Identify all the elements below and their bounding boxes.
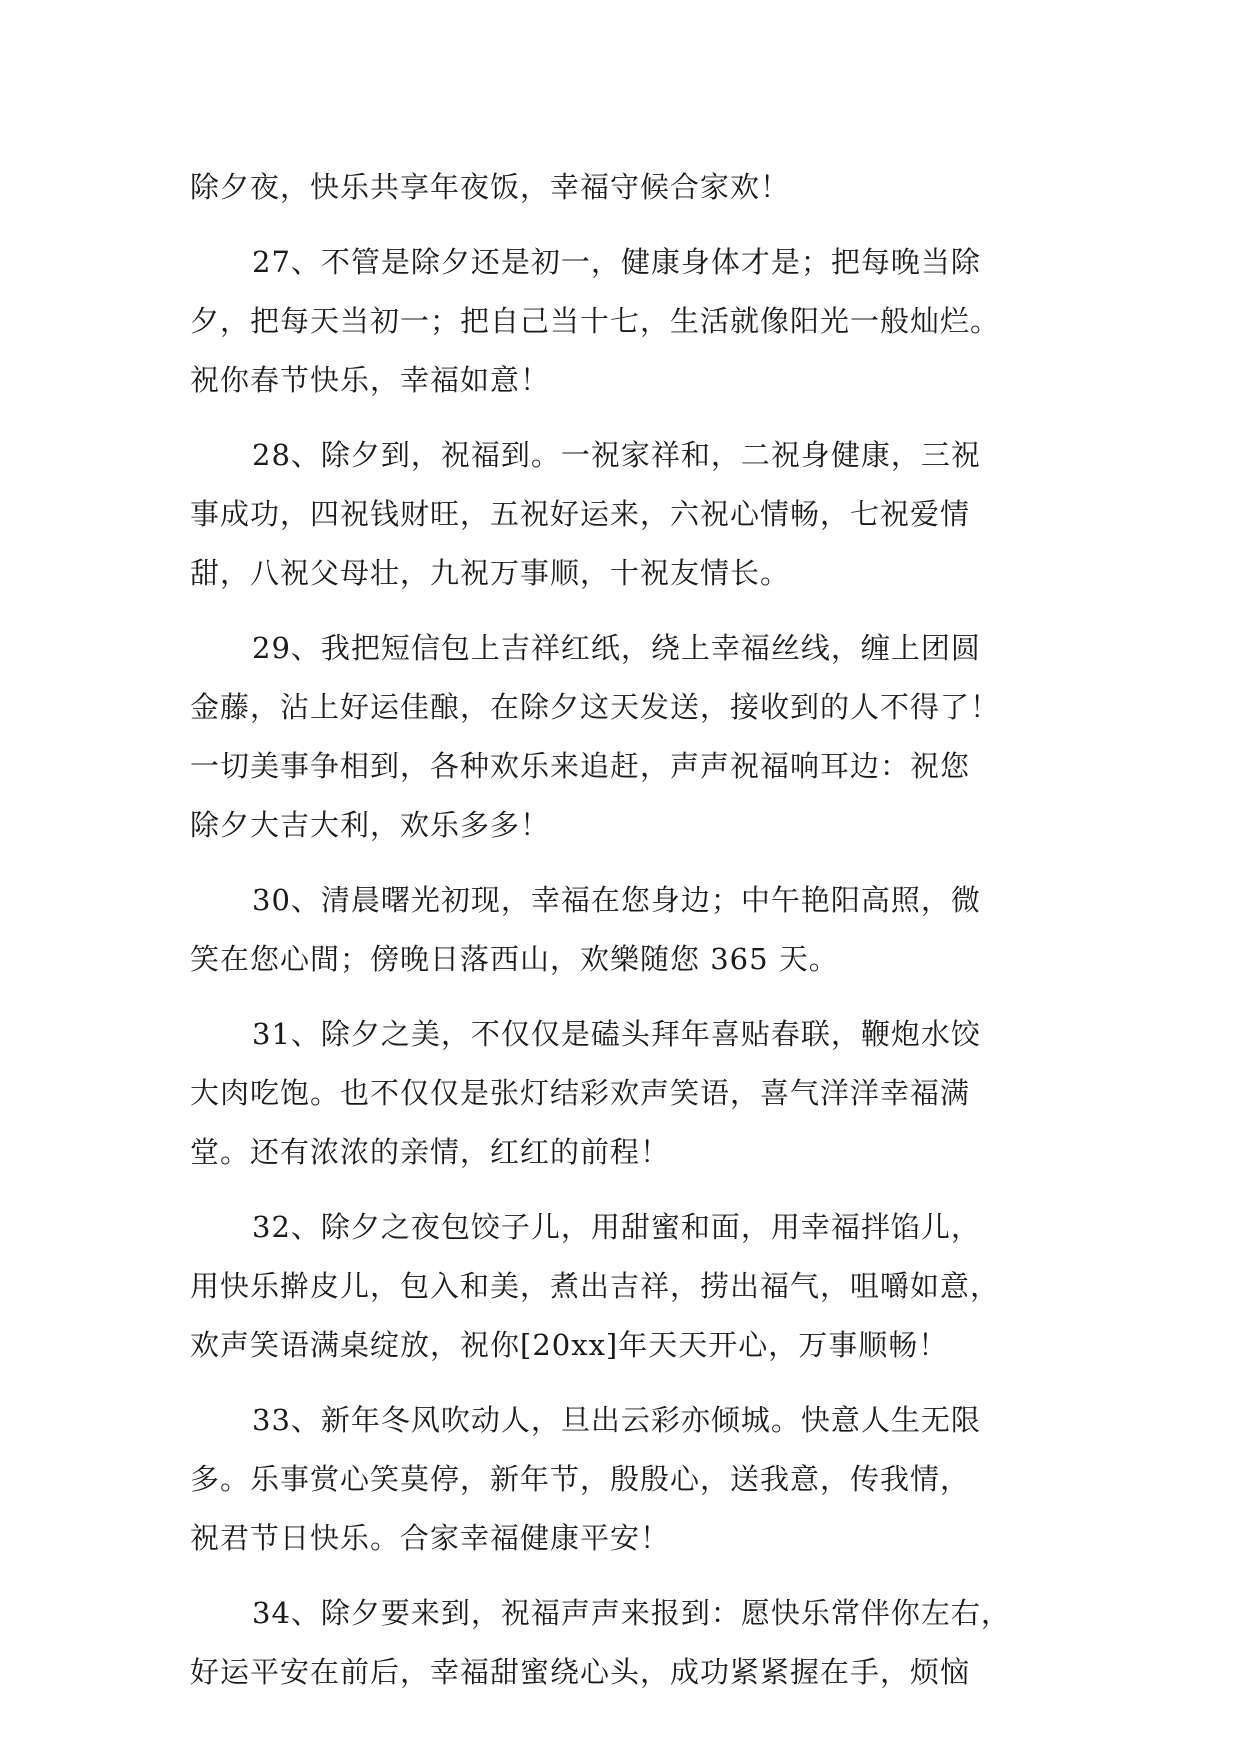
- text-line: 好运平安在前后，幸福甜蜜绕心头，成功紧紧握在手，烦恼: [190, 1655, 971, 1689]
- paragraph-34: [190, 1584, 1052, 1702]
- text-line: 祝君节日快乐。合家幸福健康平安！: [190, 1521, 671, 1555]
- text-line: 27、不管是除夕还是初一，健康身体才是；把每晚当除: [252, 245, 981, 279]
- paragraph-continuation: [190, 158, 1052, 217]
- paragraph-33: [190, 1391, 1052, 1568]
- paragraph-30: [190, 871, 1052, 989]
- paragraph-31: [190, 1005, 1052, 1182]
- text-line: 欢声笑语满桌绽放，祝你[20xx]年天天开心，万事顺畅！: [190, 1328, 949, 1362]
- text-line: 金藤，沾上好运佳酿，在除夕这天发送，接收到的人不得了！: [190, 690, 1001, 724]
- text-line: 一切美事争相到，各种欢乐来追赶，声声祝福响耳边：祝您: [190, 749, 971, 783]
- text-line: 除夕大吉大利，欢乐多多！: [190, 808, 551, 842]
- text-line: 甜，八祝父母壮，九祝万事顺，十祝友情长。: [190, 556, 791, 590]
- text-line: 32、除夕之夜包饺子儿，用甜蜜和面，用幸福拌馅儿，: [252, 1210, 981, 1244]
- document-body: [190, 158, 1052, 1702]
- text-line: 30、清晨曙光初现，幸福在您身边；中午艳阳高照，微: [252, 883, 981, 917]
- text-line: 34、除夕要来到，祝福声声来报到：愿快乐常伴你左右，: [252, 1596, 1011, 1630]
- text-line: 笑在您心間；傍晚日落西山，欢樂随您 365 天。: [190, 942, 839, 976]
- paragraph-28: [190, 426, 1052, 603]
- text-line: 用快乐擀皮儿，包入和美，煮出吉祥，捞出福气，咀嚼如意，: [190, 1269, 1001, 1303]
- text-line: 堂。还有浓浓的亲情，红红的前程！: [190, 1135, 671, 1169]
- text-line: 33、新年冬风吹动人，旦出云彩亦倾城。快意人生无限: [252, 1403, 981, 1437]
- text-line: 28、除夕到，祝福到。一祝家祥和，二祝身健康，三祝: [252, 438, 981, 472]
- paragraph-29: [190, 619, 1052, 855]
- text-line: 大肉吃饱。也不仅仅是张灯结彩欢声笑语，喜气洋洋幸福满: [190, 1076, 971, 1110]
- text-line: 事成功，四祝钱财旺，五祝好运来，六祝心情畅，七祝爱情: [190, 497, 971, 531]
- text-line: 29、我把短信包上吉祥红纸，绕上幸福丝线，缠上团圆: [252, 631, 981, 665]
- text-line: 除夕夜，快乐共享年夜饭，幸福守候合家欢！: [190, 170, 791, 204]
- text-line: 夕，把每天当初一；把自己当十七，生活就像阳光一般灿烂。: [190, 304, 1001, 338]
- text-line: 祝你春节快乐，幸福如意！: [190, 363, 551, 397]
- paragraph-27: [190, 233, 1052, 410]
- text-line: 多。乐事赏心笑莫停，新年节，殷殷心，送我意，传我情，: [190, 1462, 971, 1496]
- paragraph-32: [190, 1198, 1052, 1375]
- text-line: 31、除夕之美，不仅仅是磕头拜年喜贴春联，鞭炮水饺: [252, 1017, 981, 1051]
